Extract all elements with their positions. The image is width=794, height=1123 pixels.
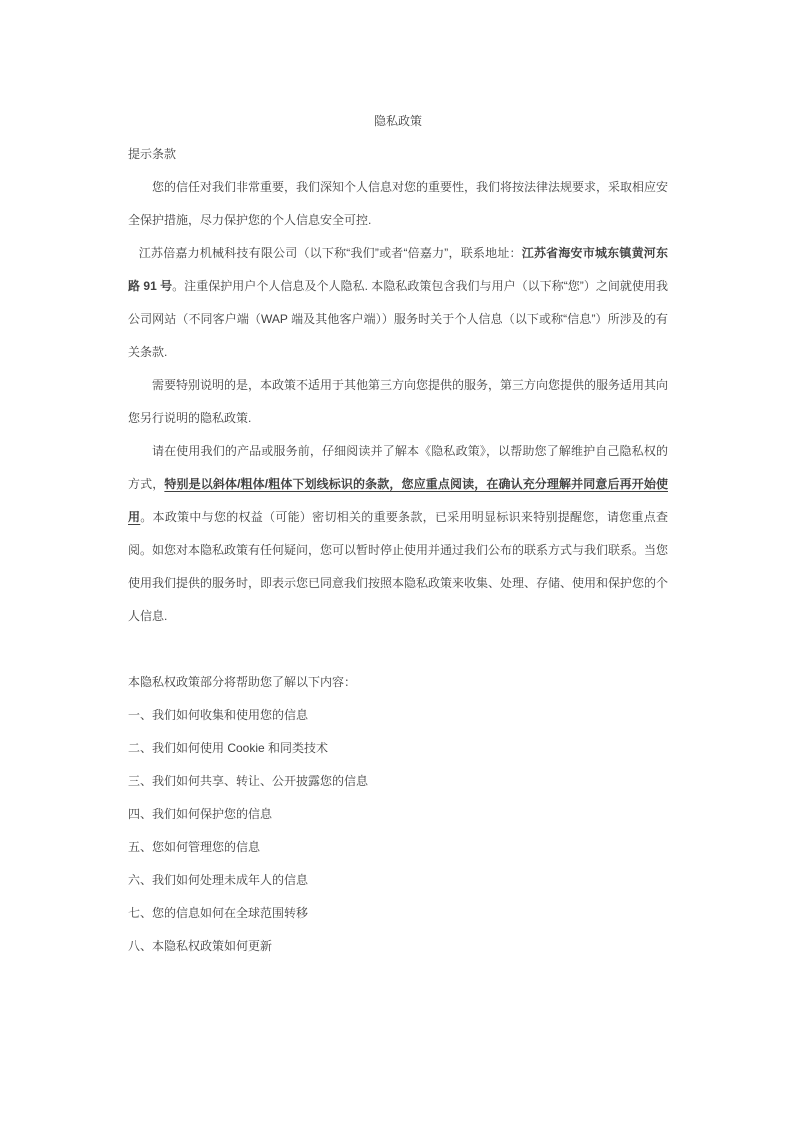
toc-item-4: 四、我们如何保护您的信息 — [128, 807, 273, 821]
paragraph-trust-text: 您的信任对我们非常重要，我们深知个人信息对您的重要性，我们将按法律法规要求，采取相应安全保护措施，尽力保护您的个人信息安全可控. — [128, 180, 669, 227]
toc-item-2: 二、我们如何使用 Cookie 和同类技术 — [128, 741, 329, 755]
paragraph-third-party-text: 需要特别说明的是，本政策不适用于其他第三方向您提供的服务，第三方向您提供的服务适用其向您另行说明的隐私政策. — [128, 378, 669, 425]
paragraph-read-notice — [128, 435, 668, 633]
toc-item-6: 六、我们如何处理未成年人的信息 — [128, 873, 309, 887]
paragraph-trust — [128, 171, 668, 237]
paragraph-company — [128, 237, 668, 369]
toc-intro: 本隐私权政策部分将帮助您了解以下内容： — [128, 675, 357, 689]
company-address-bold: 江苏省海安市城东镇黄河东路 91 号 — [128, 246, 668, 293]
toc-item-1: 一、我们如何收集和使用您的信息 — [128, 708, 309, 722]
toc-item-8: 八、本隐私权政策如何更新 — [128, 939, 273, 953]
toc-item-7: 七、您的信息如何在全球范围转移 — [128, 906, 309, 920]
document-title: 隐私政策 — [373, 114, 422, 128]
paragraph-read-notice-pre: 请在使用我们的产品或服务前，仔细阅读并了解本《隐私政策》，以帮助您了解维护自己隐私权的方式， — [128, 444, 668, 491]
toc-item-3: 三、我们如何共享、转让、公开披露您的信息 — [128, 774, 369, 788]
paragraph-company-post: 。注重保护用户个人信息及个人隐私. 本隐私政策包含我们与用户（以下称“您”）之间就使用我公司网站（不同客户端（WAP 端及其他客户端））服务时关于个人信息（以下或称“信息”）所涉及的有关条款. — [128, 279, 668, 359]
toc-list — [128, 699, 668, 963]
toc-item-5: 五、您如何管理您的信息 — [128, 840, 261, 854]
paragraph-company-pre: 江苏倍嘉力机械科技有限公司（以下称“我们”或者“倍嘉力”，联系地址： — [138, 246, 522, 260]
paragraph-third-party — [128, 369, 668, 435]
paragraph-read-notice-post: 。本政策中与您的权益（可能）密切相关的重要条款，已采用明显标识来特别提醒您，请您重点查阅。如您对本隐私政策有任何疑问，您可以暂时停止使用并通过我们公布的联系方式与我们联系。当您使用我们提供的服务时，即表示您已同意我们按照本隐私政策来收集、处理、存储、使用和保护您的个人信息. — [128, 510, 669, 623]
section-heading-tip-terms: 提示条款 — [128, 147, 177, 161]
emphasized-clause-bold-underline: 特别是以斜体/粗体/粗体下划线标识的条款，您应重点阅读，在确认充分理解并同意后再开始使用 — [128, 477, 668, 524]
